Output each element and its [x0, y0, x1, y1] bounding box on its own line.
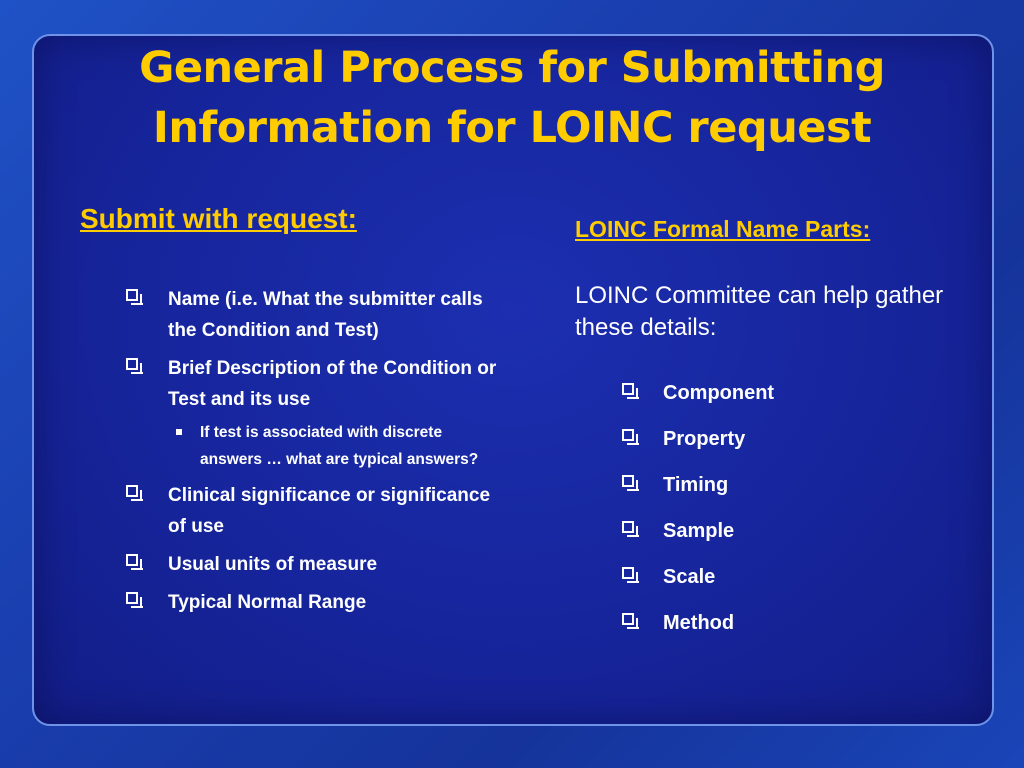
- list-item-label: Method: [663, 612, 735, 634]
- list-item: [620, 562, 950, 592]
- list-item-label: Scale: [663, 566, 716, 588]
- list-item: [124, 549, 504, 580]
- checkbox-bullet-icon: [126, 592, 138, 604]
- list-item-label: Timing: [663, 474, 729, 496]
- list-item-label: Component: [663, 382, 775, 404]
- sub-list-item-label: If test is associated with discrete answers … what are typical answers?: [200, 424, 479, 468]
- checkbox-bullet-icon: [622, 475, 634, 487]
- list-item-label: Brief Description of the Condition or Test and its use: [168, 358, 497, 410]
- checkbox-bullet-icon: [126, 554, 138, 566]
- list-item: [124, 284, 504, 346]
- list-item: [124, 587, 504, 618]
- list-item-label: Clinical significance or significance of use: [168, 485, 491, 537]
- list-item: [620, 378, 950, 408]
- left-list: [124, 284, 504, 625]
- sub-list-item: [124, 420, 504, 473]
- right-intro-text: LOINC Committee can help gather these details:: [575, 282, 944, 341]
- checkbox-bullet-icon: [622, 521, 634, 533]
- list-item: [620, 516, 950, 546]
- checkbox-bullet-icon: [126, 485, 138, 497]
- checkbox-bullet-icon: [622, 613, 634, 625]
- title-line-1: General Process for Submitting: [139, 43, 885, 93]
- list-item: [124, 480, 504, 542]
- list-item-label: Property: [663, 428, 746, 450]
- checkbox-bullet-icon: [126, 289, 138, 301]
- list-item-label: Name (i.e. What the submitter calls the Condition and Test): [168, 289, 483, 341]
- list-item-label: Typical Normal Range: [168, 592, 367, 613]
- checkbox-bullet-icon: [126, 358, 138, 370]
- list-item-label: Sample: [663, 520, 735, 542]
- right-list: [620, 378, 950, 654]
- checkbox-bullet-icon: [622, 383, 634, 395]
- list-item: [124, 353, 504, 415]
- left-heading: Submit with request:: [80, 203, 357, 234]
- list-item-label: Usual units of measure: [168, 554, 378, 575]
- right-heading: LOINC Formal Name Parts:: [575, 216, 871, 242]
- slide-title: [40, 38, 984, 158]
- checkbox-bullet-icon: [622, 567, 634, 579]
- checkbox-bullet-icon: [622, 429, 634, 441]
- square-bullet-icon: [176, 429, 182, 435]
- list-item: [620, 470, 950, 500]
- list-item: [620, 608, 950, 638]
- title-line-2: Information for LOINC request: [152, 103, 872, 153]
- list-item: [620, 424, 950, 454]
